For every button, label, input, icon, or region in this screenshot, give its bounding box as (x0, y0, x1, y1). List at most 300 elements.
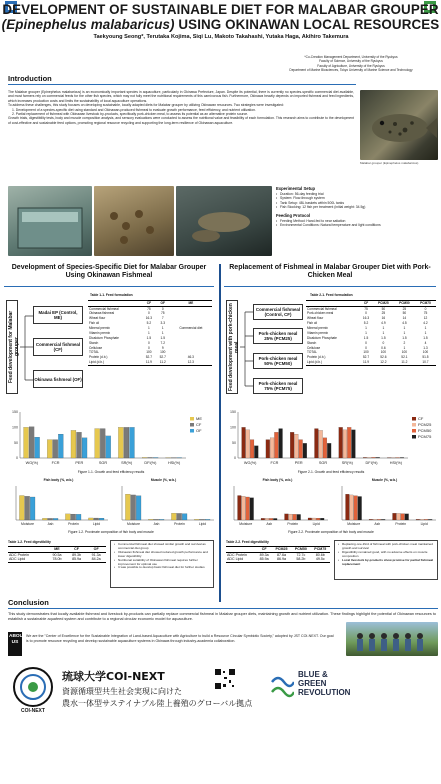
table-cell: Vitamin premix (89, 330, 111, 335)
bar-mark (71, 514, 76, 520)
bar-mark (420, 519, 424, 520)
table-row (226, 557, 330, 562)
x-tick-label: HSI(%) (168, 461, 181, 465)
bar-mark (270, 438, 274, 458)
bar-mark (274, 432, 278, 458)
table-cell: 11.9 (142, 360, 156, 365)
table-header-cell: CF (67, 547, 87, 553)
x-tick-label: Moisture (347, 522, 361, 526)
jp-program-subtitle: 資源循環型共生社会実現に向けた (62, 687, 182, 696)
table-cell: 11.2 (156, 360, 170, 365)
affiliation: Department of Marine Biosciences, Tokyo University of Marine Science and Technology (289, 68, 413, 73)
section-divider (224, 286, 436, 287)
intro-strategy: 1. Development of a species-specific diet using standard and Okinawan-produced fishmeal to evaluate growth performance, feed efficiency, and nutrient utilization. (12, 107, 256, 112)
table-cell: 5.2 (146, 321, 152, 326)
table-cell: 78.0b (47, 557, 67, 562)
table-cell: 1.5 (402, 335, 407, 340)
table-cell: 100 (160, 350, 166, 355)
bar-mark (381, 519, 385, 520)
bar-mark (358, 496, 362, 520)
affiliation: Faculty of Science, University of the Ryukyus (319, 59, 383, 64)
muscle-chart-right (332, 484, 438, 528)
table-cell: 1 (148, 330, 150, 335)
bar-mark (327, 443, 331, 458)
chart-subtitle: Muscle (%, w.b.) (150, 478, 177, 482)
bar-mark (47, 440, 52, 458)
bar-mark (416, 519, 420, 520)
table-cell: 0 (148, 340, 150, 345)
qr-code-icon[interactable] (214, 668, 236, 690)
table-cell: Mineral premix (307, 326, 328, 330)
bar-mark (65, 514, 70, 520)
right-key-findings (334, 540, 438, 580)
bar-mark (401, 514, 405, 520)
table-cell: Cellulose (307, 345, 321, 350)
legend-label: OF (196, 428, 202, 433)
table-cell: 10.7 (415, 360, 436, 365)
x-tick-label: WG(%) (243, 461, 257, 465)
feeding-item: • Feeding Method: Hand-fed to near satiation (276, 219, 438, 223)
table-cell: 50 (402, 311, 407, 316)
pellets-illustration (94, 186, 174, 256)
bar-mark (148, 457, 153, 458)
bar-mark (53, 440, 58, 458)
table-cell: 25 (402, 306, 407, 311)
left-key-findings (110, 540, 214, 588)
x-tick-label: SR(%) (121, 461, 133, 465)
poster-title-line2 (0, 18, 441, 32)
x-tick-label: Protein (68, 522, 79, 526)
table-cell: ADC Lipid (226, 557, 257, 562)
table-cell: 100 (146, 350, 152, 355)
table-cell: Protein (d.b.) (89, 355, 108, 360)
grouper-illustration (360, 90, 438, 160)
bar-mark (269, 518, 273, 520)
table-cell: 1 (365, 330, 367, 335)
x-tick-label: SGR (318, 461, 328, 465)
table-cell: 0 (161, 306, 164, 311)
table-header-cell: PCM25 (373, 301, 394, 307)
table-cell: 90.5a (52, 552, 62, 557)
figure-caption: Figure 1-2. Proximate composition of fish body and muscle (68, 530, 154, 534)
table-cell: 1 (382, 330, 385, 335)
y-tick-label: 0 (234, 456, 236, 461)
muscle-chart-left (112, 484, 216, 528)
finding: • Okinawan fishmeal diet showed reduced growth performance and lower digestibility (114, 551, 210, 559)
bar-mark (194, 519, 199, 520)
bar-mark (205, 519, 210, 520)
bar-mark (323, 438, 327, 458)
table-cell: 100 (401, 350, 408, 355)
table-cell: 0 (148, 311, 150, 316)
diet-box-me: Madai EP (Control, ME) (33, 306, 83, 324)
legend-label: CF (418, 416, 424, 421)
blue-green-revolution-logo (270, 670, 380, 710)
team-photo (346, 622, 438, 656)
bar-mark (293, 514, 297, 520)
table-cell: 100 (363, 350, 369, 355)
bar-mark (294, 434, 298, 458)
table-cell: 75 (364, 306, 368, 311)
feeding-heading: Feeding Protocol (276, 212, 311, 218)
about-section (0, 632, 441, 660)
bar-mark (339, 427, 343, 458)
table-caption: Table 2-1. Feed formulation (310, 293, 353, 297)
bar-mark (254, 446, 258, 458)
table-cell: Lipid (d.b.) (306, 360, 359, 365)
fish-photo-caption: Malabar grouper (Epinephelus malabaricus) (360, 161, 419, 165)
table-cell: 1.5 (381, 335, 386, 340)
legend-swatch (412, 429, 416, 433)
legend-swatch (190, 417, 194, 421)
intro-paragraph: To address these challenges, this study focuses on developing sustainable, locally adapted diets for Malabar grouper by utilizing Okinawan resources. Two strategies were investigated: (8, 103, 284, 108)
bar-mark (35, 437, 40, 458)
table-cell: Wheat flour (307, 316, 324, 321)
grouper-photo (360, 90, 438, 160)
table-cell: 87.6a (276, 552, 286, 557)
table-cell: 46.3 (187, 355, 194, 360)
intro-heading: Introduction (8, 74, 52, 83)
bar-mark (315, 429, 319, 458)
x-tick-label: Moisture (239, 522, 253, 526)
bar-mark (400, 457, 404, 458)
bar-mark (376, 457, 380, 458)
bar-mark (279, 429, 283, 458)
bar-mark (99, 518, 104, 520)
table-cell: 1 (403, 330, 406, 335)
fish-body-chart-left (6, 484, 110, 528)
bar-mark (250, 440, 254, 458)
coi-next-logo-icon (12, 666, 54, 708)
bar-mark (242, 427, 246, 458)
bar-mark (246, 430, 250, 458)
table-header-cell: CF (359, 301, 373, 307)
table-cell: TOTAL (89, 350, 99, 355)
bar-mark (428, 519, 432, 520)
legend-label: PCM50 (418, 428, 432, 433)
table-cell: TOTAL (307, 350, 317, 355)
table-cell: 7.2 (160, 340, 165, 345)
bar-mark (53, 518, 58, 520)
table-cell: 16.3 (145, 316, 152, 321)
x-tick-label: FCR (270, 461, 279, 465)
bar-mark (136, 496, 141, 520)
bar-mark (153, 457, 158, 458)
table-cell: 4 (424, 340, 427, 345)
x-tick-label: SGR (98, 461, 108, 465)
bar-mark (238, 496, 242, 520)
bar-mark (289, 514, 293, 520)
table-cell: Mineral premix (89, 326, 110, 330)
table-cell: 89.3b (72, 552, 82, 557)
bar-mark (200, 519, 205, 520)
table-cell: 1.5 (160, 335, 165, 340)
intro-paragraph: Growth trials, digestibility tests, body and muscle composition analysis, and sensory evaluations were conducted to assess the nutritional value and feasibility of each formulation. This research aims to contribute to the development of cost-effective and sustainable feed options, promoting regional resource recycling and supporting the long-term resilience of Okinawan aquaculture. (8, 116, 354, 125)
table-header-cell: CF (142, 301, 156, 307)
table-header-cell: ME (170, 301, 212, 307)
table-cell: 91.3a (91, 552, 101, 557)
table-cell: ADC Lipid (8, 557, 47, 562)
table-cell: 0 (148, 345, 150, 350)
conclusion-text: This study demonstrates that locally available fishmeal and livestock by-products can partially replace commercial fishmeal in Malabar grouper diets, maintaining growth and nutrient utilization. These findings highlight the potential of Okinawan resources to establish a sustainable aquafeed system and contribute to a regional circular economic model for aquaculture. (8, 612, 436, 621)
x-tick-label: Ash (374, 522, 381, 526)
table-cell: 0.6 (381, 345, 386, 350)
conclusion-heading: Conclusion (8, 598, 49, 607)
bar-mark (369, 519, 373, 520)
table-cell: 52.1 (401, 355, 408, 360)
table-header-cell: PCM75 (415, 301, 436, 307)
table-cell: 25 (381, 311, 386, 316)
table-cell: Commercial fishmeal (307, 306, 337, 311)
bar-mark (24, 427, 29, 458)
x-tick-label: Lipid (198, 522, 207, 526)
table-cell: 1 (161, 330, 164, 335)
diet-box-pcm75: Pork-chicken meal 75% (PCM75) (253, 378, 303, 394)
x-tick-label: Ash (153, 522, 160, 526)
chart-subtitle: Fish body (%, w.b.) (262, 478, 293, 482)
bar-mark (290, 432, 294, 458)
bar-mark (58, 434, 63, 458)
table-cell: ADC Protein (9, 552, 29, 557)
table-cell: 4.5 (402, 321, 407, 326)
y-tick-label: 150 (12, 410, 18, 415)
table-cell: Okinawa fishmeal (89, 311, 115, 316)
diet-box-cf-control: Commercial fishmeal (Control, CF) (253, 304, 303, 320)
diagram-connector (239, 300, 253, 394)
table-cell: Dicalcium Phosphate (307, 335, 337, 340)
intro-paragraph: The Malabar grouper (Epinephelus malabaricus) is an economically important species in aquaculture, particularly in Okinawa Prefecture, Japan. Despite its potential, there is currently no species-specific commercial diet available, and most farmers rely on commercial feeds for the other fish species, which may not fully meet the nutritional requirements of this carnivorous fish. Furthermore, Okinawa heavily depends on imported fishmeal and feed ingredients, which increases production costs and limits the sustainability of local aquaculture operations. (8, 90, 354, 103)
legend-swatch (412, 423, 416, 427)
x-tick-label: Lipid (312, 522, 320, 526)
table-cell: 100 (422, 350, 429, 355)
table-header-cell: CF (257, 547, 272, 553)
feed-pellets-photo (94, 186, 174, 256)
finding: • Replacing one-third of fishmeal with pork-chicken meal maintained growth and survival (338, 543, 434, 551)
table-cell: 0 (365, 311, 367, 316)
x-tick-label: DFI(%) (365, 461, 378, 465)
diet-box-pcm25: Pork-chicken meal 25% (PCM25) (253, 328, 303, 344)
bar-mark (405, 514, 409, 520)
team-illustration (346, 622, 438, 656)
bar-mark (372, 457, 376, 458)
table-cell: Commercial fishmeal (89, 306, 119, 311)
figure-caption: Figure 2-1. Growth and feed efficiency results (297, 470, 365, 474)
y-tick-label: 150 (230, 410, 236, 415)
author-list: Taekyoung Seong*, Terutaka Kojima, Siqi Lu, Makoto Takahashi, Yutaka Haga, Akihiro Takemura (93, 34, 349, 40)
bar-mark (100, 429, 105, 458)
jp-program-subtitle: 農水一体型サステイナブル陸上養殖のグローバル拠点 (62, 699, 253, 708)
wave-logo-icon (270, 672, 294, 706)
table-cell: Lipid (d.b.) (88, 360, 142, 365)
table-cell: 75 (423, 311, 428, 316)
bar-mark (261, 518, 265, 520)
bar-mark (393, 513, 397, 520)
table-cell: Starch (89, 340, 99, 345)
table-cell: Starch (307, 340, 317, 345)
legend-label: PCM75 (418, 434, 432, 439)
footer-logos (0, 660, 441, 784)
table-cell: Cellulose (89, 345, 103, 350)
table-cell: Pork-chicken meal (307, 311, 334, 316)
table-cell: 1 (424, 330, 427, 335)
affiliation-list (262, 55, 440, 73)
feeding-tank-photo (8, 186, 92, 256)
x-tick-label: Protein (395, 522, 407, 526)
table-cell: 12 (423, 316, 428, 321)
legend-label: PCM25 (418, 422, 432, 427)
bar-mark (363, 457, 367, 458)
table-cell: 11.9 (359, 360, 373, 365)
setup-item: • Tank Setup: 48L baskets within 500L tanks (276, 201, 438, 205)
diet-box-pcm50: Pork-chicken meal 50% (PCM50) (253, 353, 303, 369)
digestibility-table (226, 546, 330, 563)
legend-swatch (412, 417, 416, 421)
x-tick-label: HSI(%) (389, 461, 402, 465)
bar-mark (316, 518, 320, 520)
diet-box-cf: Commercial fishmeal (CF) (33, 338, 83, 356)
intro-text (8, 90, 354, 125)
bar-mark (265, 518, 269, 520)
table-cell: 1.3 (423, 345, 428, 350)
table-cell: 4.9 (381, 321, 386, 326)
bar-mark (297, 514, 301, 520)
table-cell: 0 (365, 340, 367, 345)
table-cell: 0 (382, 340, 385, 345)
chart-subtitle: Fish body (%, w.b.) (43, 478, 74, 482)
section-divider (8, 608, 438, 609)
x-tick-label: Ash (47, 522, 54, 526)
table-cell: 80.6b (315, 552, 325, 557)
tank-illustration (8, 186, 92, 256)
table-cell: 4.2 (423, 321, 428, 326)
x-tick-label: Protein (287, 522, 299, 526)
table-row (306, 360, 436, 365)
legend-label: CF (196, 422, 202, 427)
setup-heading: Experimental Setup (276, 186, 316, 191)
legend-swatch (190, 429, 194, 433)
table-cell: 52.7 (145, 355, 152, 360)
bar-mark (48, 518, 53, 520)
bar-mark (129, 427, 134, 458)
species-name: (Epinephelus malabaricus) (1, 17, 175, 32)
y-tick-label: 50 (232, 440, 236, 445)
table-cell: Fish oil (89, 321, 100, 326)
bar-mark (77, 432, 82, 458)
bar-mark (397, 513, 401, 520)
table-cell: 12.3 (170, 360, 212, 365)
bar-mark (95, 429, 100, 458)
table-caption: Table 1-1. Feed formulation (90, 293, 133, 297)
table-row (8, 557, 106, 562)
coi-next-label: COI-NEXT (21, 708, 45, 714)
bar-mark (273, 518, 277, 520)
poster-title-rest: USING OKINAWAN LOCAL RESOURCES (174, 17, 440, 32)
table-cell: 2 (403, 340, 406, 345)
table-cell: 3.3 (160, 321, 165, 326)
affiliation: Faculty of Agriculture, University of the Ryukyus (317, 63, 385, 68)
right-column-heading: Replacement of Fishmeal in Malabar Grouper Diet with Pork-Chicken Meal (229, 264, 431, 280)
x-tick-label: PER (294, 461, 303, 465)
poster-title-line1: DEVELOPMENT OF SUSTAINABLE DIET FOR MALABAR GROUPER (2, 2, 439, 17)
bar-mark (71, 430, 76, 458)
bar-mark (354, 496, 358, 520)
bar-mark (343, 430, 347, 458)
bar-mark (312, 518, 316, 520)
bar-mark (125, 494, 130, 520)
bar-mark (76, 514, 81, 520)
table-cell: Dicalcium Phosphate (89, 335, 119, 340)
y-tick-label: 0 (16, 456, 18, 461)
table-cell: 1 (424, 326, 427, 330)
bar-mark (25, 496, 30, 520)
bar-mark (30, 497, 35, 520)
bar-mark (350, 495, 354, 520)
table-cell: 12.2 (373, 360, 394, 365)
experimental-setup (276, 186, 438, 256)
bar-mark (182, 514, 187, 520)
growth-chart-right (224, 408, 438, 468)
bar-mark (154, 519, 159, 520)
x-tick-label: Protein (174, 522, 185, 526)
table-header-cell: ME (47, 547, 67, 553)
about-text: We are the "Center of Excellence for the Sustainable Integration of Land-based Aquaculture with Agriculture to build a Resource Circular Symbiotic Society," adopted by JST COI-NEXT. Our goal is to promote resource recycling and develop sustainable aquaculture systems in Okinawa through industry-academia collaboration. (26, 634, 334, 643)
table-cell: 16 (381, 316, 386, 321)
table-cell: 1.5 (146, 335, 152, 340)
table-cell: Wheat flour (89, 316, 106, 321)
table-cell: 1 (403, 345, 406, 350)
x-tick-label: FCR (51, 461, 60, 465)
table-cell: 1 (148, 326, 150, 330)
bar-mark (347, 427, 351, 458)
table-cell: 1 (365, 326, 367, 330)
table-cell: 1.5 (423, 335, 428, 340)
table-cell: 11.2 (394, 360, 415, 365)
table-caption: Table 2-2. Feed digestibility (226, 540, 269, 544)
table-cell: 1 (382, 326, 385, 330)
bar-mark (118, 427, 123, 458)
table-header-cell: OF (156, 301, 170, 307)
bar-mark (142, 457, 147, 458)
bar-mark (303, 443, 307, 458)
fish-body-chart-right (224, 484, 330, 528)
bar-mark (320, 518, 324, 520)
x-tick-label: DFI(%) (144, 461, 157, 465)
table-cell: 75 (147, 306, 151, 311)
bar-mark (346, 494, 350, 520)
x-tick-label: Moisture (20, 522, 35, 526)
table-caption: Table 1-2. Feed digestibility (8, 540, 51, 544)
table-cell: ADC Protein (227, 552, 247, 557)
table-cell: 72.7c (296, 552, 306, 557)
section-divider (4, 286, 214, 287)
table-cell: Fish oil (307, 321, 318, 326)
left-column-heading: Development of Species-Specific Diet for Malabar Grouper Using Okinawan Fishmeal (11, 264, 207, 280)
finding: • It was possible to develop basic fishmeal diet for further studies (114, 566, 210, 570)
table-cell: 5.2 (363, 321, 369, 326)
affiliation: *Co-Creation Management Department, University of the Ryukyus (304, 55, 398, 59)
legend-label: ME (196, 416, 202, 421)
table-cell: 51.5 (422, 355, 429, 360)
jp-program-title: 琉球大学COI-NEXT (62, 670, 165, 683)
legend-swatch (190, 423, 194, 427)
bar-mark (246, 497, 250, 520)
feed-formulation-table (88, 300, 212, 366)
bar-mark (299, 440, 303, 458)
setup-item: • Fish Stocking: 12 fish per treatment (initial weight: 34.5g) (276, 205, 438, 209)
growth-chart-left (6, 408, 216, 468)
bar-mark (94, 518, 99, 520)
table-cell: 9 (161, 345, 164, 350)
